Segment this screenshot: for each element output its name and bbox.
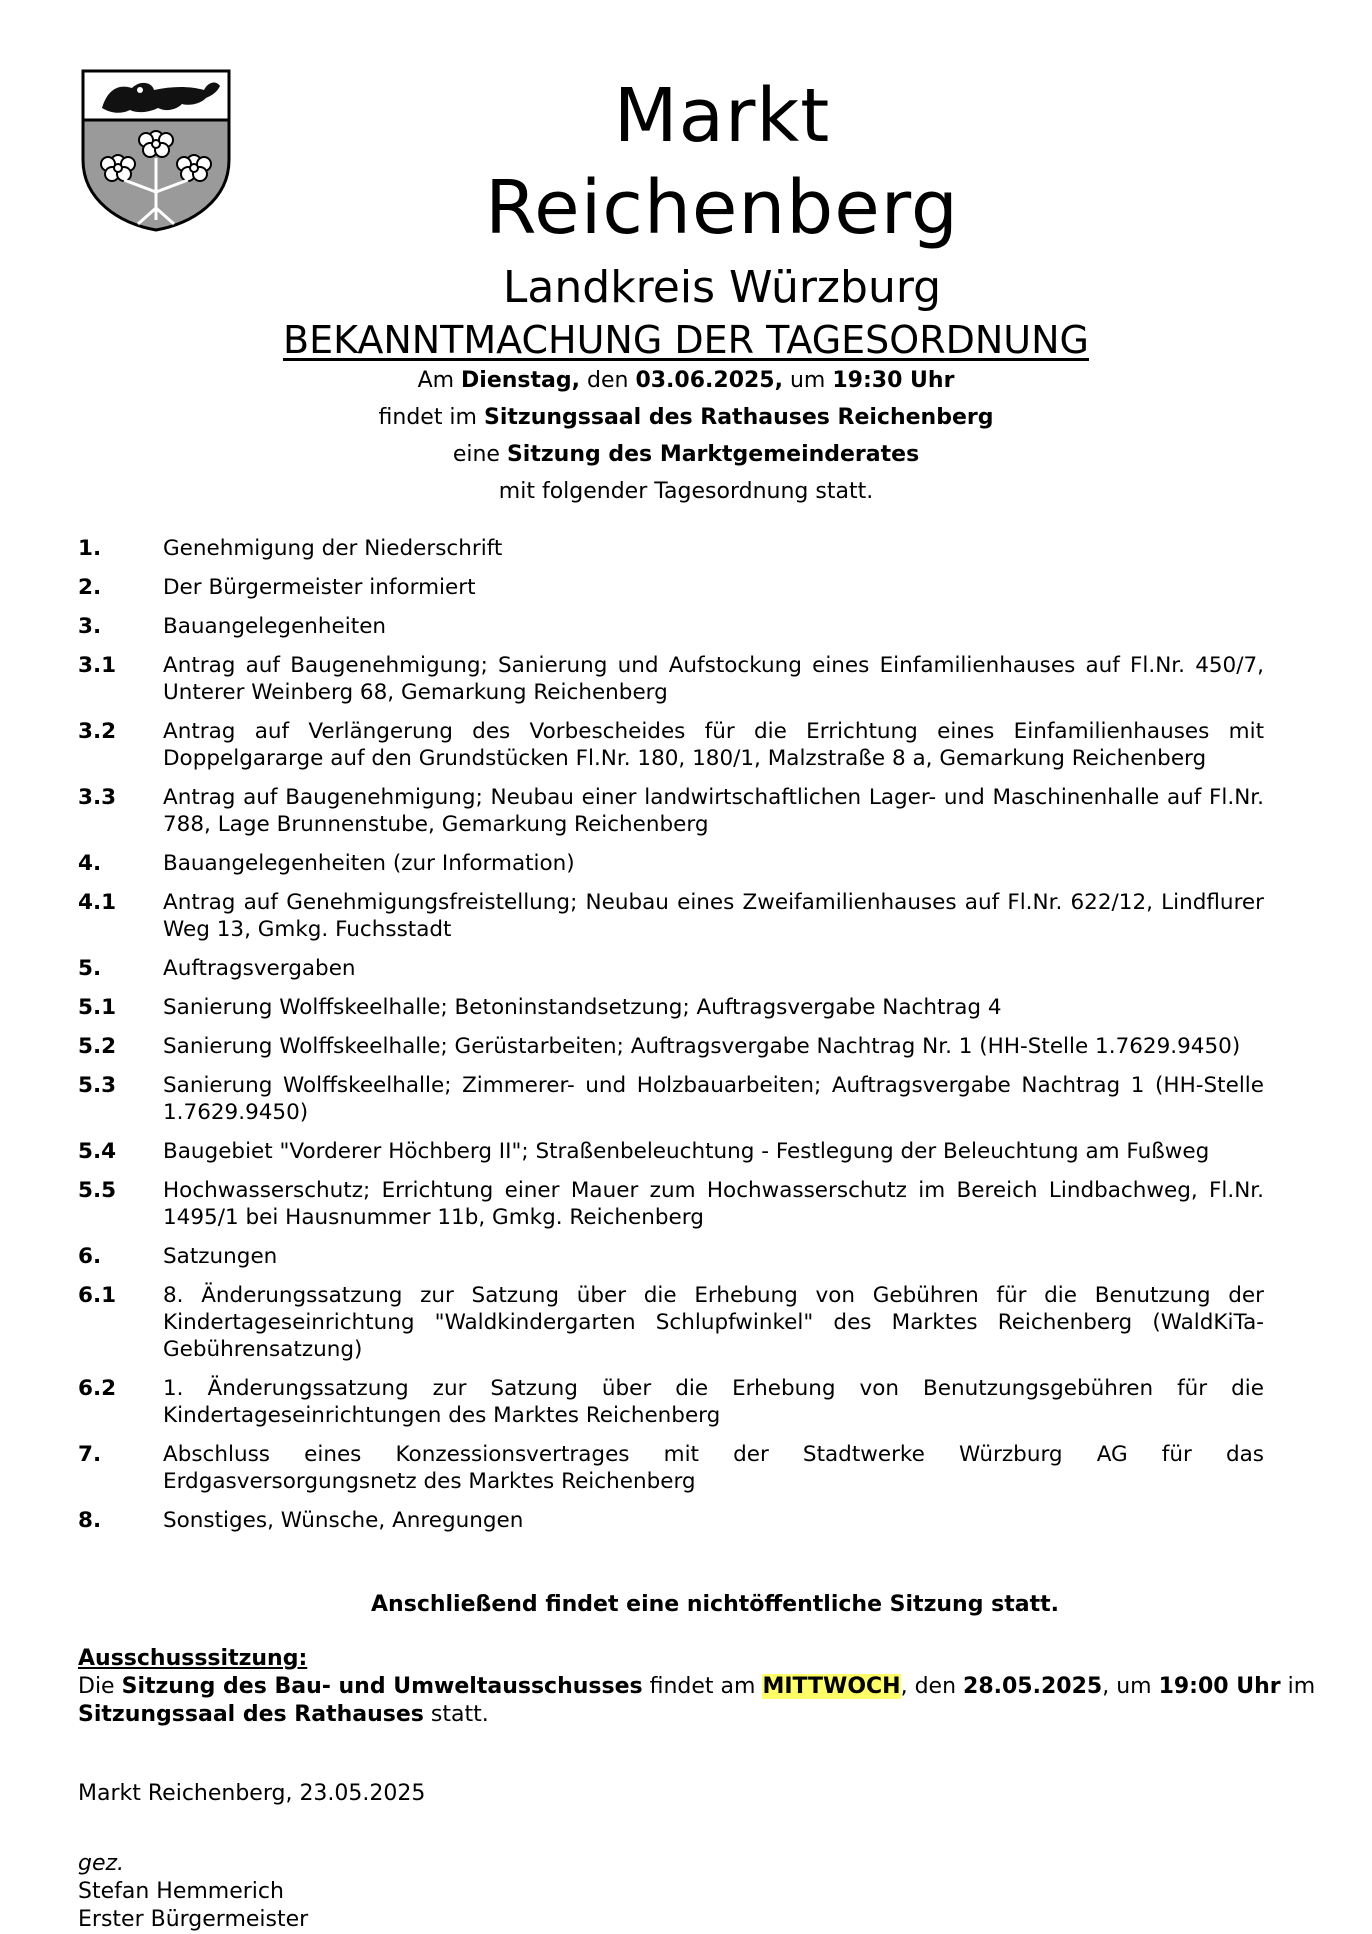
agenda-item-number: 2. — [78, 575, 102, 600]
committee-body: Sitzung des Bau- und Umweltausschusses — [121, 1674, 643, 1699]
signed-marker: gez. — [78, 1851, 125, 1876]
municipality-title: Markt Reichenberg — [485, 73, 959, 251]
committee-weekday-highlight: MITTWOCH — [762, 1674, 901, 1699]
committee-text-part: Die — [78, 1674, 122, 1699]
committee-date: 28.05.2025 — [963, 1674, 1103, 1699]
agenda-item-number: 4. — [78, 851, 102, 876]
agenda-item — [78, 1072, 1264, 1126]
meeting-place: Sitzungssaal des Rathauses Reichenberg — [483, 405, 994, 430]
agenda-item-text: Antrag auf Baugenehmigung; Neubau einer landwirtschaftlichen Lager- und Maschinenhalle auf Fl.Nr. 788, Lage Brunnenstube, Gemarkung Reichenberg — [163, 785, 1264, 837]
agenda-item-text: Sonstiges, Wünsche, Anregungen — [163, 1508, 524, 1533]
agenda-item-number: 5. — [78, 956, 102, 981]
agenda-item-text: Genehmigung der Niederschrift — [163, 536, 503, 561]
coat-of-arms-logo — [80, 68, 232, 232]
agenda-item-text: Sanierung Wolffskeelhalle; Betoninstandsetzung; Auftragsvergabe Nachtrag 4 — [163, 995, 1002, 1020]
meeting-agenda-intro: mit folgender Tagesordnung statt. — [498, 479, 874, 504]
agenda-item-number: 6. — [78, 1244, 102, 1269]
agenda-item — [78, 652, 1264, 706]
agenda-item-text: Auftragsvergaben — [163, 956, 356, 981]
intro-text: eine — [452, 442, 507, 467]
agenda-item-number: 5.2 — [78, 1034, 117, 1059]
place-date: Markt Reichenberg, 23.05.2025 — [78, 1781, 426, 1806]
agenda-item — [78, 889, 1264, 943]
meeting-time: 19:30 Uhr — [832, 368, 955, 393]
agenda-item-number: 5.1 — [78, 995, 117, 1020]
agenda-item-text: Antrag auf Baugenehmigung; Sanierung und Aufstockung eines Einfamilienhauses auf Fl.Nr. 450/7, Unterer Weinberg 68, Gemarkung Reichenberg — [163, 653, 1264, 705]
agenda-item — [78, 1033, 1264, 1060]
agenda-item-number: 1. — [78, 536, 102, 561]
meeting-date: 03.06.2025, — [635, 368, 783, 393]
agenda-item-text: Bauangelegenheiten — [163, 614, 387, 639]
agenda-item-number: 5.3 — [78, 1073, 117, 1098]
meeting-date-line — [0, 362, 1372, 399]
agenda-item — [78, 1282, 1264, 1363]
intro-text: findet im — [378, 405, 484, 430]
agenda-item-text: Sanierung Wolffskeelhalle; Zimmerer- und Holzbauarbeiten; Auftragsvergabe Nachtrag 1 (HH-Stelle 1.7629.9450) — [163, 1073, 1264, 1125]
agenda-item-text: Baugebiet "Vorderer Höchberg II"; Straßenbeleuchtung - Festlegung der Beleuchtung am Fußweg — [163, 1139, 1210, 1164]
meeting-day: Dienstag, — [461, 368, 580, 393]
agenda-item — [78, 718, 1264, 772]
agenda-item — [78, 994, 1264, 1021]
intro-text: um — [782, 368, 833, 393]
agenda-item-number: 6.1 — [78, 1283, 117, 1308]
agenda-item-text: 8. Änderungssatzung zur Satzung über die Erhebung von Gebühren für die Benutzung der Kindertageseinrichtung "Waldkindergarten Schlupfwinkel" des Marktes Reichenberg (WaldKiTa-Gebührensatzung) — [163, 1283, 1264, 1362]
agenda-item-text: 1. Änderungssatzung zur Satzung über die Erhebung von Benutzungsgebühren für die Kindertageseinrichtungen des Marktes Reichenberg — [163, 1376, 1264, 1428]
signer-name: Stefan Hemmerich — [78, 1879, 284, 1904]
committee-text-part: , den — [900, 1674, 964, 1699]
agenda-item-number: 3. — [78, 614, 102, 639]
agenda-item-number: 6.2 — [78, 1376, 117, 1401]
agenda-item — [78, 613, 1264, 640]
committee-time: 19:00 Uhr — [1158, 1674, 1281, 1699]
committee-text-part: im — [1280, 1674, 1316, 1699]
meeting-body-line — [0, 436, 1372, 473]
agenda-item-number: 5.4 — [78, 1139, 117, 1164]
agenda-item-number: 7. — [78, 1442, 102, 1467]
agenda-item-text: Antrag auf Verlängerung des Vorbescheides für die Errichtung eines Einfamilienhauses mit Doppelgararge auf den Grundstücken Fl.Nr. 180, 180/1, Malzstraße 8 a, Gemarkung Reichenberg — [163, 719, 1264, 771]
agenda-item-text: Bauangelegenheiten (zur Information) — [163, 851, 575, 876]
agenda-item — [78, 1177, 1264, 1231]
signer-role: Erster Bürgermeister — [78, 1907, 309, 1932]
header — [372, 70, 1072, 316]
agenda-item-text: Abschluss eines Konzessionsvertrages mit der Stadtwerke Würzburg AG für das Erdgasversorgungsnetz des Marktes Reichenberg — [163, 1442, 1264, 1494]
agenda-item-number: 3.2 — [78, 719, 117, 744]
announcement-heading: BEKANNTMACHUNG DER TAGESORDNUNG — [283, 318, 1089, 362]
agenda-item-number: 4.1 — [78, 890, 117, 915]
committee-text-part: statt. — [423, 1702, 489, 1727]
agenda-list — [78, 535, 1264, 1546]
announcement-heading-wrap — [0, 316, 1372, 364]
closing-note: Anschließend findet eine nichtöffentliche Sitzung statt. — [371, 1592, 1059, 1617]
agenda-item — [78, 850, 1264, 877]
agenda-item — [78, 1138, 1264, 1165]
agenda-item-text: Hochwasserschutz; Errichtung einer Mauer zum Hochwasserschutz im Bereich Lindbachweg, Fl.Nr. 1495/1 bei Hausnummer 11b, Gmkg. Reichenberg — [163, 1178, 1264, 1230]
signature-block — [78, 1780, 425, 1934]
agenda-item — [78, 1243, 1264, 1270]
meeting-intro — [0, 362, 1372, 510]
committee-text-part: findet am — [642, 1674, 763, 1699]
agenda-item-text: Satzungen — [163, 1244, 278, 1269]
agenda-item-number: 3.1 — [78, 653, 117, 678]
agenda-item — [78, 574, 1264, 601]
committee-text-part: , um — [1102, 1674, 1159, 1699]
intro-text: den — [580, 368, 636, 393]
committee-text — [78, 1673, 1358, 1729]
agenda-item — [78, 1507, 1264, 1534]
agenda-item — [78, 535, 1264, 562]
district-subtitle: Landkreis Würzburg — [502, 262, 942, 313]
committee-heading: Ausschusssitzung: — [78, 1646, 308, 1671]
agenda-item — [78, 1375, 1264, 1429]
intro-text: Am — [417, 368, 462, 393]
agenda-item-number: 3.3 — [78, 785, 117, 810]
committee-place: Sitzungssaal des Rathauses — [78, 1702, 424, 1727]
agenda-item-text: Der Bürgermeister informiert — [163, 575, 476, 600]
agenda-item — [78, 1441, 1264, 1495]
committee-section — [78, 1645, 1358, 1729]
agenda-item — [78, 784, 1264, 838]
agenda-item-number: 8. — [78, 1508, 102, 1533]
meeting-place-line — [0, 399, 1372, 436]
agenda-item-text: Sanierung Wolffskeelhalle; Gerüstarbeiten; Auftragsvergabe Nachtrag Nr. 1 (HH-Stelle 1.7629.9450) — [163, 1034, 1241, 1059]
meeting-body: Sitzung des Marktgemeinderates — [506, 442, 920, 467]
agenda-item-text: Antrag auf Genehmigungsfreistellung; Neubau eines Zweifamilienhauses auf Fl.Nr. 622/12, Lindflurer Weg 13, Gmkg. Fuchsstadt — [163, 890, 1264, 942]
agenda-item-number: 5.5 — [78, 1178, 117, 1203]
agenda-item — [78, 955, 1264, 982]
